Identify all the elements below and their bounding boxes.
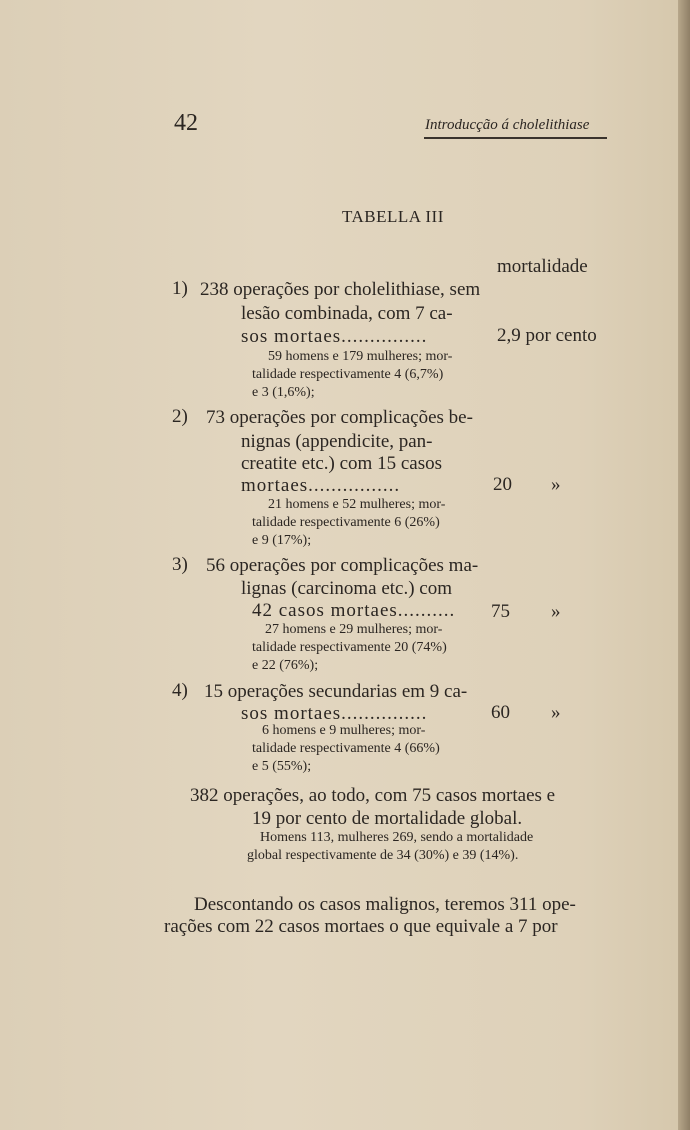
row-2-marker: 2)	[172, 406, 188, 427]
total-line-1: 382 operações, ao todo, com 75 casos mortaes e	[190, 785, 556, 806]
row-2-note-3: e 9 (17%);	[252, 533, 312, 548]
total-note-1: Homens 113, mulheres 269, sendo a mortalidade	[260, 830, 534, 845]
row-1-note-2: talidade respectivamente 4 (6,7%)	[252, 367, 444, 382]
row-2-line-1: 73 operações por complicações be-	[206, 407, 473, 428]
row-3-line-3: 42 casos mortaes..........	[252, 600, 456, 621]
row-4-ditto: »	[551, 702, 561, 723]
header-rule	[424, 137, 607, 139]
row-2-note-1: 21 homens e 52 mulheres; mor-	[268, 497, 446, 512]
row-1-line-3: sos mortaes...............	[241, 326, 428, 347]
row-3-marker: 3)	[172, 554, 188, 575]
table-title: TABELLA III	[342, 207, 444, 226]
row-3-note-1: 27 homens e 29 mulheres; mor-	[265, 622, 443, 637]
row-4-line-1: 15 operações secundarias em 9 ca-	[204, 681, 468, 702]
row-1-line-2: lesão combinada, com 7 ca-	[241, 303, 453, 324]
row-4-value: 60	[491, 702, 510, 723]
paragraph-line-1: Descontando os casos malignos, teremos 311 ope-	[194, 894, 576, 915]
page-number: 42	[174, 110, 198, 136]
column-header-mortalidade: mortalidade	[497, 256, 588, 277]
running-title: Introducção á cholelithiase	[425, 117, 590, 133]
row-3-line-2: lignas (carcinoma etc.) com	[241, 578, 453, 599]
row-2-line-4: mortaes................	[241, 475, 401, 496]
row-3-value: 75	[491, 601, 510, 622]
total-note-2: global respectivamente de 34 (30%) e 39 (14%).	[247, 848, 519, 863]
row-3-line-1: 56 operações por complicações ma-	[206, 555, 479, 576]
row-1-marker: 1)	[172, 278, 188, 299]
row-3-ditto: »	[551, 601, 561, 622]
row-1-value: 2,9 por cento	[497, 325, 597, 346]
row-3-note-2: talidade respectivamente 20 (74%)	[252, 640, 447, 655]
row-2-line-2: nignas (appendicite, pan-	[241, 431, 433, 452]
paragraph-line-2: rações com 22 casos mortaes o que equivale a 7 por	[164, 916, 558, 937]
row-1-note-1: 59 homens e 179 mulheres; mor-	[268, 349, 453, 364]
total-line-2: 19 por cento de mortalidade global.	[252, 808, 523, 829]
row-2-line-3: creatite etc.) com 15 casos	[241, 453, 442, 474]
row-2-note-2: talidade respectivamente 6 (26%)	[252, 515, 440, 530]
row-4-note-2: talidade respectivamente 4 (66%)	[252, 741, 440, 756]
book-spine-edge	[678, 0, 690, 1130]
row-4-line-2: sos mortaes...............	[241, 703, 428, 724]
row-1-line-1: 238 operações por cholelithiase, sem	[200, 279, 481, 300]
row-4-note-1: 6 homens e 9 mulheres; mor-	[262, 723, 426, 738]
row-1-note-3: e 3 (1,6%);	[252, 385, 315, 400]
row-4-marker: 4)	[172, 680, 188, 701]
row-3-note-3: e 22 (76%);	[252, 658, 319, 673]
row-2-ditto: »	[551, 474, 561, 495]
row-2-value: 20	[493, 474, 512, 495]
row-4-note-3: e 5 (55%);	[252, 759, 312, 774]
